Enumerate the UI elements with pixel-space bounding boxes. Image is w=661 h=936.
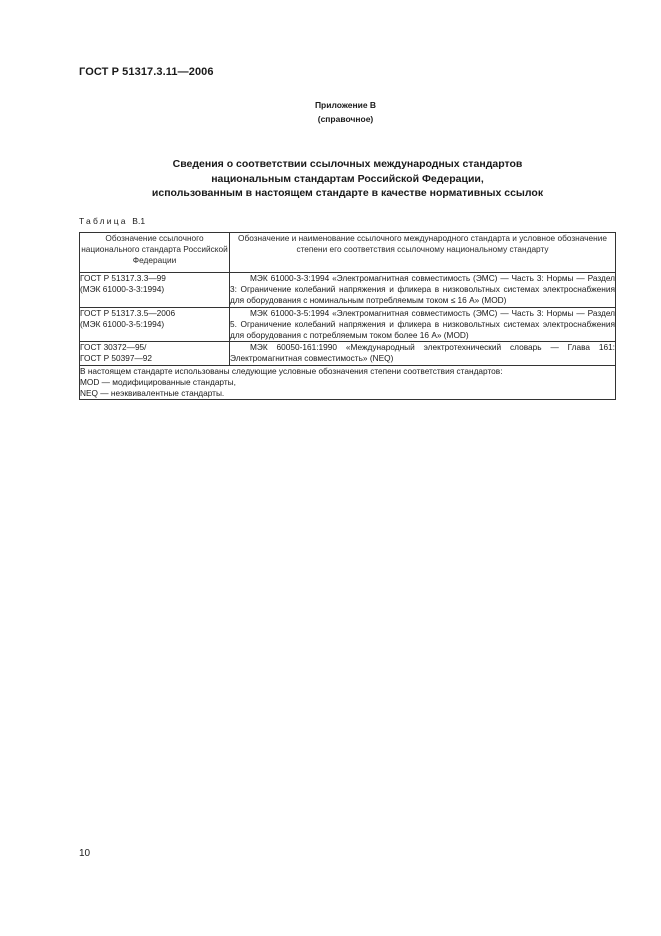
page-number: 10	[79, 848, 91, 859]
international-standard-cell	[230, 307, 616, 342]
table-row	[80, 342, 616, 365]
national-standard-cell	[80, 273, 230, 308]
national-standard-equivalent: (МЭК 61000-3-5:1994)	[80, 318, 165, 329]
footnote-intro: В настоящем стандарте использованы следующие условные обозначения степени соответствия стандартов:	[80, 365, 503, 376]
table-row	[80, 273, 616, 308]
national-standard-code: ГОСТ 30372—95/	[80, 342, 147, 353]
international-standard-cell	[230, 273, 616, 308]
national-standard-cell	[80, 307, 230, 342]
annex-heading	[0, 98, 661, 126]
national-standard-code: ГОСТ Р 51317.3.3—99	[80, 273, 166, 283]
international-standard-text: МЭК 60050-161:1990 «Международный электротехнический словарь — Глава 161: Электромагнитная совместимость» (NEQ)	[230, 342, 615, 364]
annex-subtitle: (справочное)	[317, 114, 374, 124]
header-international-standard: Обозначение и наименование ссылочного международного стандарта и условное обозначение степени его соответствия ссылочному национальному стандарту	[230, 233, 616, 273]
international-standard-text: МЭК 61000-3-3:1994 «Электромагнитная совместимость (ЭМС) — Часть 3: Нормы — Раздел 3: Ограничение колебаний напряжения и фликера в низковольтных системах электроснабжения для оборудования с номинальным потребляемым током ≤ 16 А» (MOD)	[230, 273, 615, 306]
section-title-line: Сведения о соответствии ссылочных международных стандартов	[172, 158, 523, 170]
national-standard-equivalent: ГОСТ Р 50397—92	[80, 353, 153, 364]
table-caption-label: Таблица	[79, 216, 128, 226]
table-footnote	[80, 365, 616, 400]
international-standard-text: МЭК 61000-3-5:1994 «Электромагнитная совместимость (ЭМС) — Часть 3: Нормы — Раздел 5. Ограничение колебаний напряжения и фликера в низковольтных системах электроснабжения для оборудования с потребляемым током более 16 А» (MOD)	[230, 307, 615, 341]
table-header-row	[80, 233, 616, 273]
table-footnote-row	[80, 365, 616, 400]
section-title-line: использованным в настоящем стандарте в качестве нормативных ссылок	[151, 187, 544, 199]
document-header: ГОСТ Р 51317.3.11—2006	[79, 66, 214, 78]
header-national-standard: Обозначение ссылочного национального стандарта Российской Федерации	[80, 233, 230, 273]
footnote-neq: NEQ — неэквивалентные стандарты.	[80, 388, 225, 399]
table-row	[80, 307, 616, 342]
international-standard-cell	[230, 342, 616, 365]
national-standard-cell	[80, 342, 230, 365]
national-standard-code: ГОСТ Р 51317.3.5—2006	[80, 307, 176, 318]
section-title	[80, 157, 615, 201]
table-caption	[79, 216, 145, 226]
table-caption-number: В.1	[132, 216, 146, 226]
annex-title: Приложение В	[314, 100, 377, 110]
footnote-mod: MOD — модифицированные стандарты,	[80, 376, 236, 387]
reference-table	[79, 232, 616, 400]
section-title-line: национальным стандартам Российской Федерации,	[211, 172, 484, 185]
national-standard-equivalent: (МЭК 61000-3-3:1994)	[80, 284, 165, 295]
